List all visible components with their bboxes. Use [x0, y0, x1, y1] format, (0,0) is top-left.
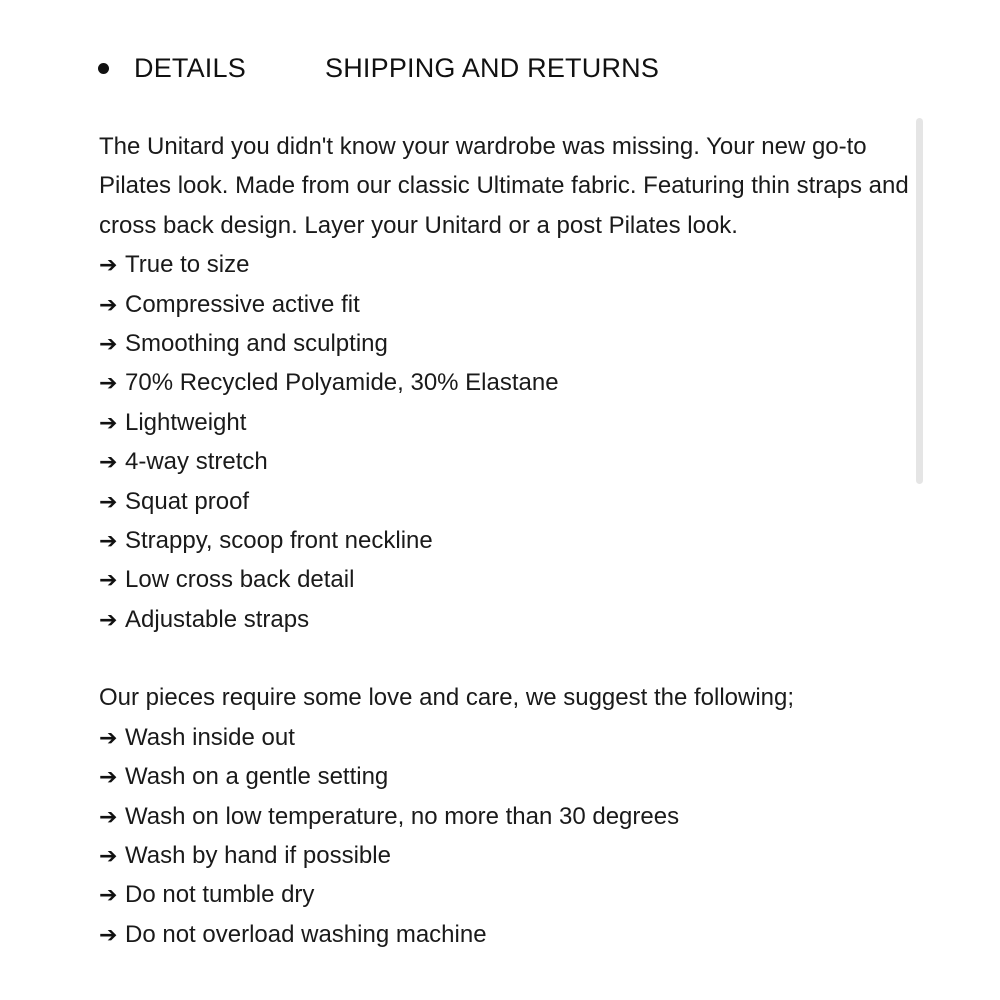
- care-item-text: Do not overload washing machine: [125, 920, 487, 948]
- tab-details-label: DETAILS: [134, 52, 246, 83]
- arrow-right-icon: ➔: [99, 370, 118, 396]
- care-item: [99, 836, 911, 875]
- care-intro: Our pieces require some love and care, we suggest the following;: [99, 684, 795, 712]
- arrow-right-icon: ➔: [99, 724, 118, 750]
- feature-item-text: Low cross back detail: [125, 566, 355, 594]
- arrow-right-icon: ➔: [99, 409, 118, 435]
- arrow-right-icon: ➔: [99, 764, 118, 790]
- arrow-right-icon: ➔: [99, 528, 118, 554]
- care-item-text: Wash on a gentle setting: [125, 763, 389, 791]
- care-item-text: Wash by hand if possible: [125, 841, 391, 869]
- feature-item-text: 4-way stretch: [125, 448, 268, 476]
- feature-item-text: Adjustable straps: [125, 605, 310, 633]
- feature-item: [99, 521, 911, 560]
- feature-item-text: Lightweight: [125, 408, 247, 436]
- arrow-right-icon: ➔: [99, 252, 118, 278]
- care-item-text: Do not tumble dry: [125, 881, 315, 909]
- features-list: [99, 245, 911, 639]
- arrow-right-icon: ➔: [99, 842, 118, 868]
- product-info-tabs: [97, 50, 659, 86]
- feature-item: [99, 482, 911, 521]
- tab-details[interactable]: [97, 53, 325, 84]
- feature-item: [99, 285, 911, 324]
- care-list: [99, 718, 911, 954]
- arrow-right-icon: ➔: [99, 803, 118, 829]
- feature-item: [99, 442, 911, 481]
- feature-item: [99, 363, 911, 402]
- feature-item: [99, 560, 911, 599]
- details-panel: [99, 127, 911, 954]
- care-item: [99, 718, 911, 757]
- active-tab-dot-icon: [98, 63, 109, 74]
- feature-item: [99, 403, 911, 442]
- tab-shipping-label: SHIPPING AND RETURNS: [325, 52, 660, 83]
- product-description: The Unitard you didn't know your wardrobe was missing. Your new go-to Pilates look. Made from our classic Ultimate fabric. Featuring thin straps and cross back design. Layer your Unitard or a post Pilates look.: [99, 133, 909, 239]
- feature-item: [99, 245, 911, 284]
- care-item: [99, 797, 911, 836]
- feature-item-text: True to size: [125, 251, 250, 279]
- arrow-right-icon: ➔: [99, 291, 118, 317]
- arrow-right-icon: ➔: [99, 488, 118, 514]
- care-item-text: Wash on low temperature, no more than 30 degrees: [125, 802, 680, 830]
- arrow-right-icon: ➔: [99, 921, 118, 947]
- feature-item-text: Smoothing and sculpting: [125, 330, 388, 358]
- feature-item: [99, 324, 911, 363]
- scrollbar[interactable]: [916, 118, 923, 484]
- section-spacer: [99, 639, 911, 678]
- feature-item-text: 70% Recycled Polyamide, 30% Elastane: [125, 369, 559, 397]
- arrow-right-icon: ➔: [99, 882, 118, 908]
- feature-item-text: Compressive active fit: [125, 290, 360, 318]
- arrow-right-icon: ➔: [99, 567, 118, 593]
- arrow-right-icon: ➔: [99, 331, 118, 357]
- arrow-right-icon: ➔: [99, 606, 118, 632]
- arrow-right-icon: ➔: [99, 449, 118, 475]
- feature-item-text: Squat proof: [125, 487, 250, 515]
- tab-shipping-and-returns[interactable]: [325, 53, 659, 84]
- care-item-text: Wash inside out: [125, 723, 295, 751]
- feature-item: [99, 600, 911, 639]
- care-item: [99, 915, 911, 954]
- care-item: [99, 757, 911, 796]
- care-item: [99, 875, 911, 914]
- feature-item-text: Strappy, scoop front neckline: [125, 527, 433, 555]
